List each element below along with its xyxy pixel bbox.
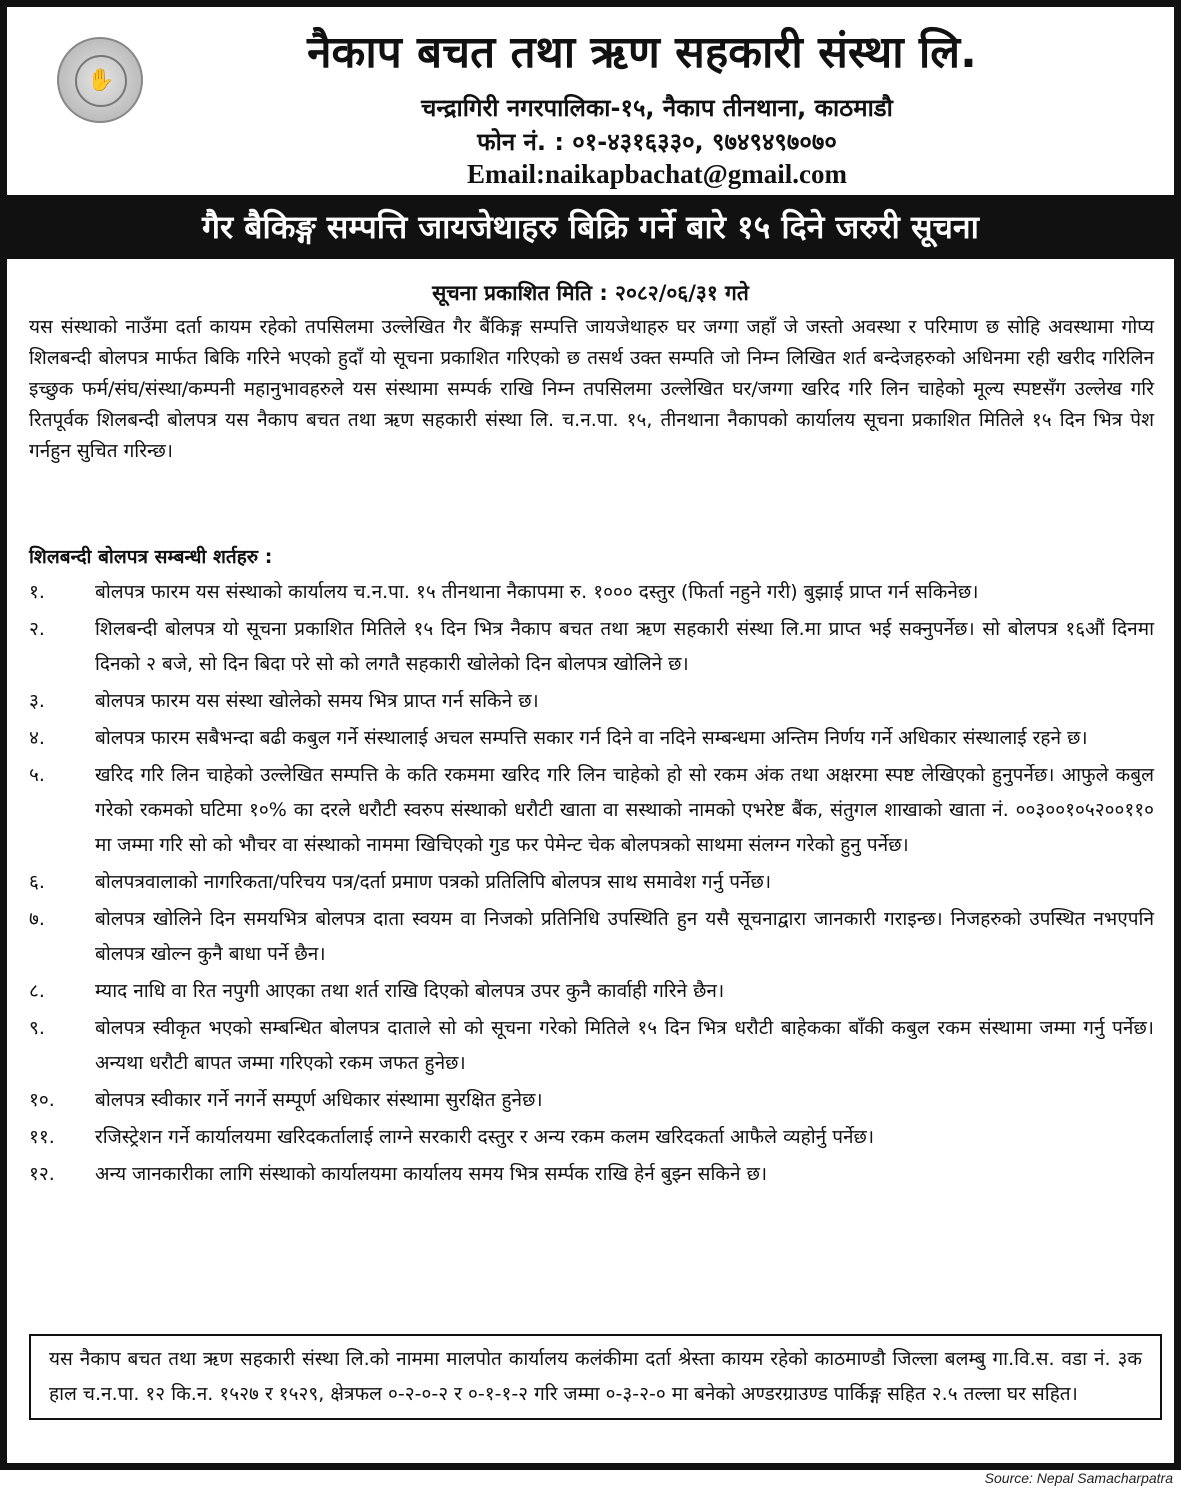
term-text: रजिस्ट्रेशन गर्ने कार्यालयमा खरिदकर्तालाई लाग्ने सरकारी दस्तुर र अन्य रकम कलम खरिदकर्ता आफैले व्यहोर्नु पर्नेछ।	[95, 1126, 875, 1148]
hands-icon: ✋	[75, 55, 127, 107]
term-item	[29, 865, 1154, 900]
term-text: बोलपत्र फारम यस संस्थाको कार्यालय च.न.पा. १५ तीनथाना नैकापमा रु. १००० दस्तुर (फिर्ता नहुने गरी) बुझाई प्राप्त गर्न सकिनेछ।	[95, 581, 979, 603]
term-text: म्याद नाधि वा रित नपुगी आएका तथा शर्त राखि दिएको बोलपत्र उपर कुनै कार्वाही गरिने छैन।	[95, 980, 725, 1002]
term-number: १२.	[29, 1163, 55, 1185]
terms-list	[29, 575, 1154, 1194]
term-number: ९.	[29, 1017, 45, 1039]
term-number: ५.	[29, 764, 45, 786]
address: चन्द्रागिरी नगरपालिका-१५, नैकाप तीनथाना, काठमाडौ	[421, 94, 893, 122]
term-text: बोलपत्र फारम सबैभन्दा बढी कबुल गर्ने संस्थालाई अचल सम्पत्ति सकार गर्न दिने वा नदिने सम्बन्धमा अन्तिम निर्णय गर्ने अधिकार संस्थालाई रहने छ।	[95, 727, 1088, 749]
term-text: बोलपत्र फारम यस संस्था खोलेको समय भित्र प्राप्त गर्न सकिने छ।	[95, 690, 539, 712]
organization-name: नैकाप बचत तथा ऋण सहकारी संस्था लि.	[307, 27, 977, 78]
phone: फोन नं. : ०१-४३१६३३०, ९७४९४९७०७०	[477, 128, 837, 156]
term-number: ६.	[29, 871, 45, 893]
term-number: ४.	[29, 727, 45, 749]
term-number: २.	[29, 618, 45, 640]
term-number: १०.	[29, 1089, 55, 1111]
term-text: खरिद गरि लिन चाहेको उल्लेखित सम्पत्ति के कति रकममा खरिद गरि लिन चाहेको हो सो रकम अंक तथा अक्षरमा स्पष्ट लेखिएको हुनुपर्नेछ। आफुले कबुल गरेको रकमको घटिमा १०% का दरले धरौटी स्वरुप संस्थाको धरौटी खाता वा सस्थाको नामको एभरेष्ट बैंक, संतुगल शाखाको खाता नं. ००३००१०५२००११० मा जम्मा गरि सो को भौचर वा संस्थाको नाममा खिचिएको गुड फर पेमेन्ट चेक बोलपत्रको साथमा संलग्न गरेको हुनु पर्नेछ।	[95, 764, 1154, 856]
notice-title-banner: गैर बैकिङ्ग सम्पत्ति जायजेथाहरु बिक्रि गर्ने बारे १५ दिने जरुरी सूचना	[7, 195, 1174, 259]
term-text: बोलपत्रवालाको नागरिकता/परिचय पत्र/दर्ता प्रमाण पत्रको प्रतिलिपि बोलपत्र साथ समावेश गर्नु पर्नेछ।	[95, 871, 772, 893]
email: Email:naikapbachat@gmail.com	[467, 159, 847, 189]
term-item	[29, 974, 1154, 1009]
term-text: बोलपत्र स्वीकृत भएको सम्बन्धित बोलपत्र दाताले सो को सूचना गरेको मितिले १५ दिन भित्र धरौटी बाहेकका बाँकी कबुल रकम संस्थामा जम्मा गर्नु पर्नेछ। अन्यथा धरौटी बापत जम्मा गरिएको रकम जफत हुनेछ।	[95, 1017, 1154, 1074]
term-item	[29, 684, 1154, 719]
property-details-box: यस नैकाप बचत तथा ऋण सहकारी संस्था लि.को नाममा मालपोत कार्यालय कलंकीमा दर्ता श्रेस्ता कायम रहेको काठमाण्डौ जिल्ला बलम्बु गा.वि.स. वडा नं. ३क हाल च.न.पा. १२ कि.न. १५२७ र १५२९, क्षेत्रफल ०-२-०-२ र ०-१-१-२ गरि जम्मा ०-३-२-० मा बनेको अण्डरग्राउण्ड पार्किङ्ग सहित २.५ तल्ला घर सहित।	[29, 1334, 1162, 1420]
term-text: बोलपत्र खोलिने दिन समयभित्र बोलपत्र दाता स्वयम वा निजको प्रतिनिधि उपस्थिति हुन यसै सूचनाद्वारा जानकारी गराइन्छ। निजहरुको उपस्थित नभएपनि बोलपत्र खोल्न कुनै बाधा पर्ने छैन।	[95, 908, 1154, 965]
term-text: बोलपत्र स्वीकार गर्ने नगर्ने सम्पूर्ण अधिकार संस्थामा सुरक्षित हुनेछ।	[95, 1089, 543, 1111]
term-item	[29, 1157, 1154, 1192]
term-item	[29, 1083, 1154, 1118]
term-number: ११.	[29, 1126, 55, 1148]
cooperative-seal-logo	[57, 37, 143, 123]
term-item	[29, 1011, 1154, 1081]
term-item	[29, 721, 1154, 756]
term-text: अन्य जानकारीका लागि संस्थाको कार्यालयमा कार्यालय समय भित्र सर्म्पक राखि हेर्न बुझ्न सकिने छ।	[95, 1163, 768, 1185]
terms-heading: शिलबन्दी बोलपत्र सम्बन्धी शर्तहरु :	[29, 546, 273, 568]
term-number: ३.	[29, 690, 45, 712]
term-item	[29, 1120, 1154, 1155]
published-date: सूचना प्रकाशित मिति : २०८२/०६/३१ गते	[432, 281, 749, 305]
term-number: १.	[29, 581, 45, 603]
term-item	[29, 575, 1154, 610]
term-item	[29, 758, 1154, 863]
source-credit: Source: Nepal Samacharpatra	[984, 1470, 1173, 1486]
intro-paragraph: यस संस्थाको नाउँमा दर्ता कायम रहेको तपसिलमा उल्लेखित गैर बैंकिङ्ग सम्पत्ति जायजेथाहरु घर जग्गा जहाँ जे जस्तो अवस्था र परिमाण छ सोहि अवस्थामा गोप्य शिलबन्दी बोलपत्र मार्फत बिकि गरिने भएको हुदाँ यो सूचना प्रकाशित गरिएको छ तसर्थ उक्त सम्पति जो निम्न लिखित शर्त बन्देजहरुको अधिनमा रही खरीद गरिलिन इच्छुक फर्म/संघ/संस्था/कम्पनी महानुभावहरुले यस संस्थामा सम्पर्क राखि निम्न तपसिलमा उल्लेखित घर/जग्गा खरिद गरि लिन चाहेको मूल्य स्पष्टसँग उल्लेख गरि रितपूर्वक शिलबन्दी बोलपत्र यस नैकाप बचत तथा ऋण सहकारी संस्था लि. च.न.पा. १५, तीनथाना नैकापको कार्यालय सूचना प्रकाशित मितिले १५ दिन भित्र पेश गर्नहुन सुचित गरिन्छ।	[29, 316, 1154, 462]
term-item	[29, 612, 1154, 682]
term-number: ७.	[29, 908, 45, 930]
term-number: ८.	[29, 980, 45, 1002]
term-text: शिलबन्दी बोलपत्र यो सूचना प्रकाशित मितिले १५ दिन भित्र नैकाप बचत तथा ऋण सहकारी संस्था लि.मा प्राप्त भई सक्नुपर्नेछ। सो बोलपत्र १६औं दिनमा दिनको २ बजे, सो दिन बिदा परे सो को लगतै सहकारी खोलेको दिन बोलपत्र खोलिने छ।	[95, 618, 1154, 675]
term-item	[29, 902, 1154, 972]
